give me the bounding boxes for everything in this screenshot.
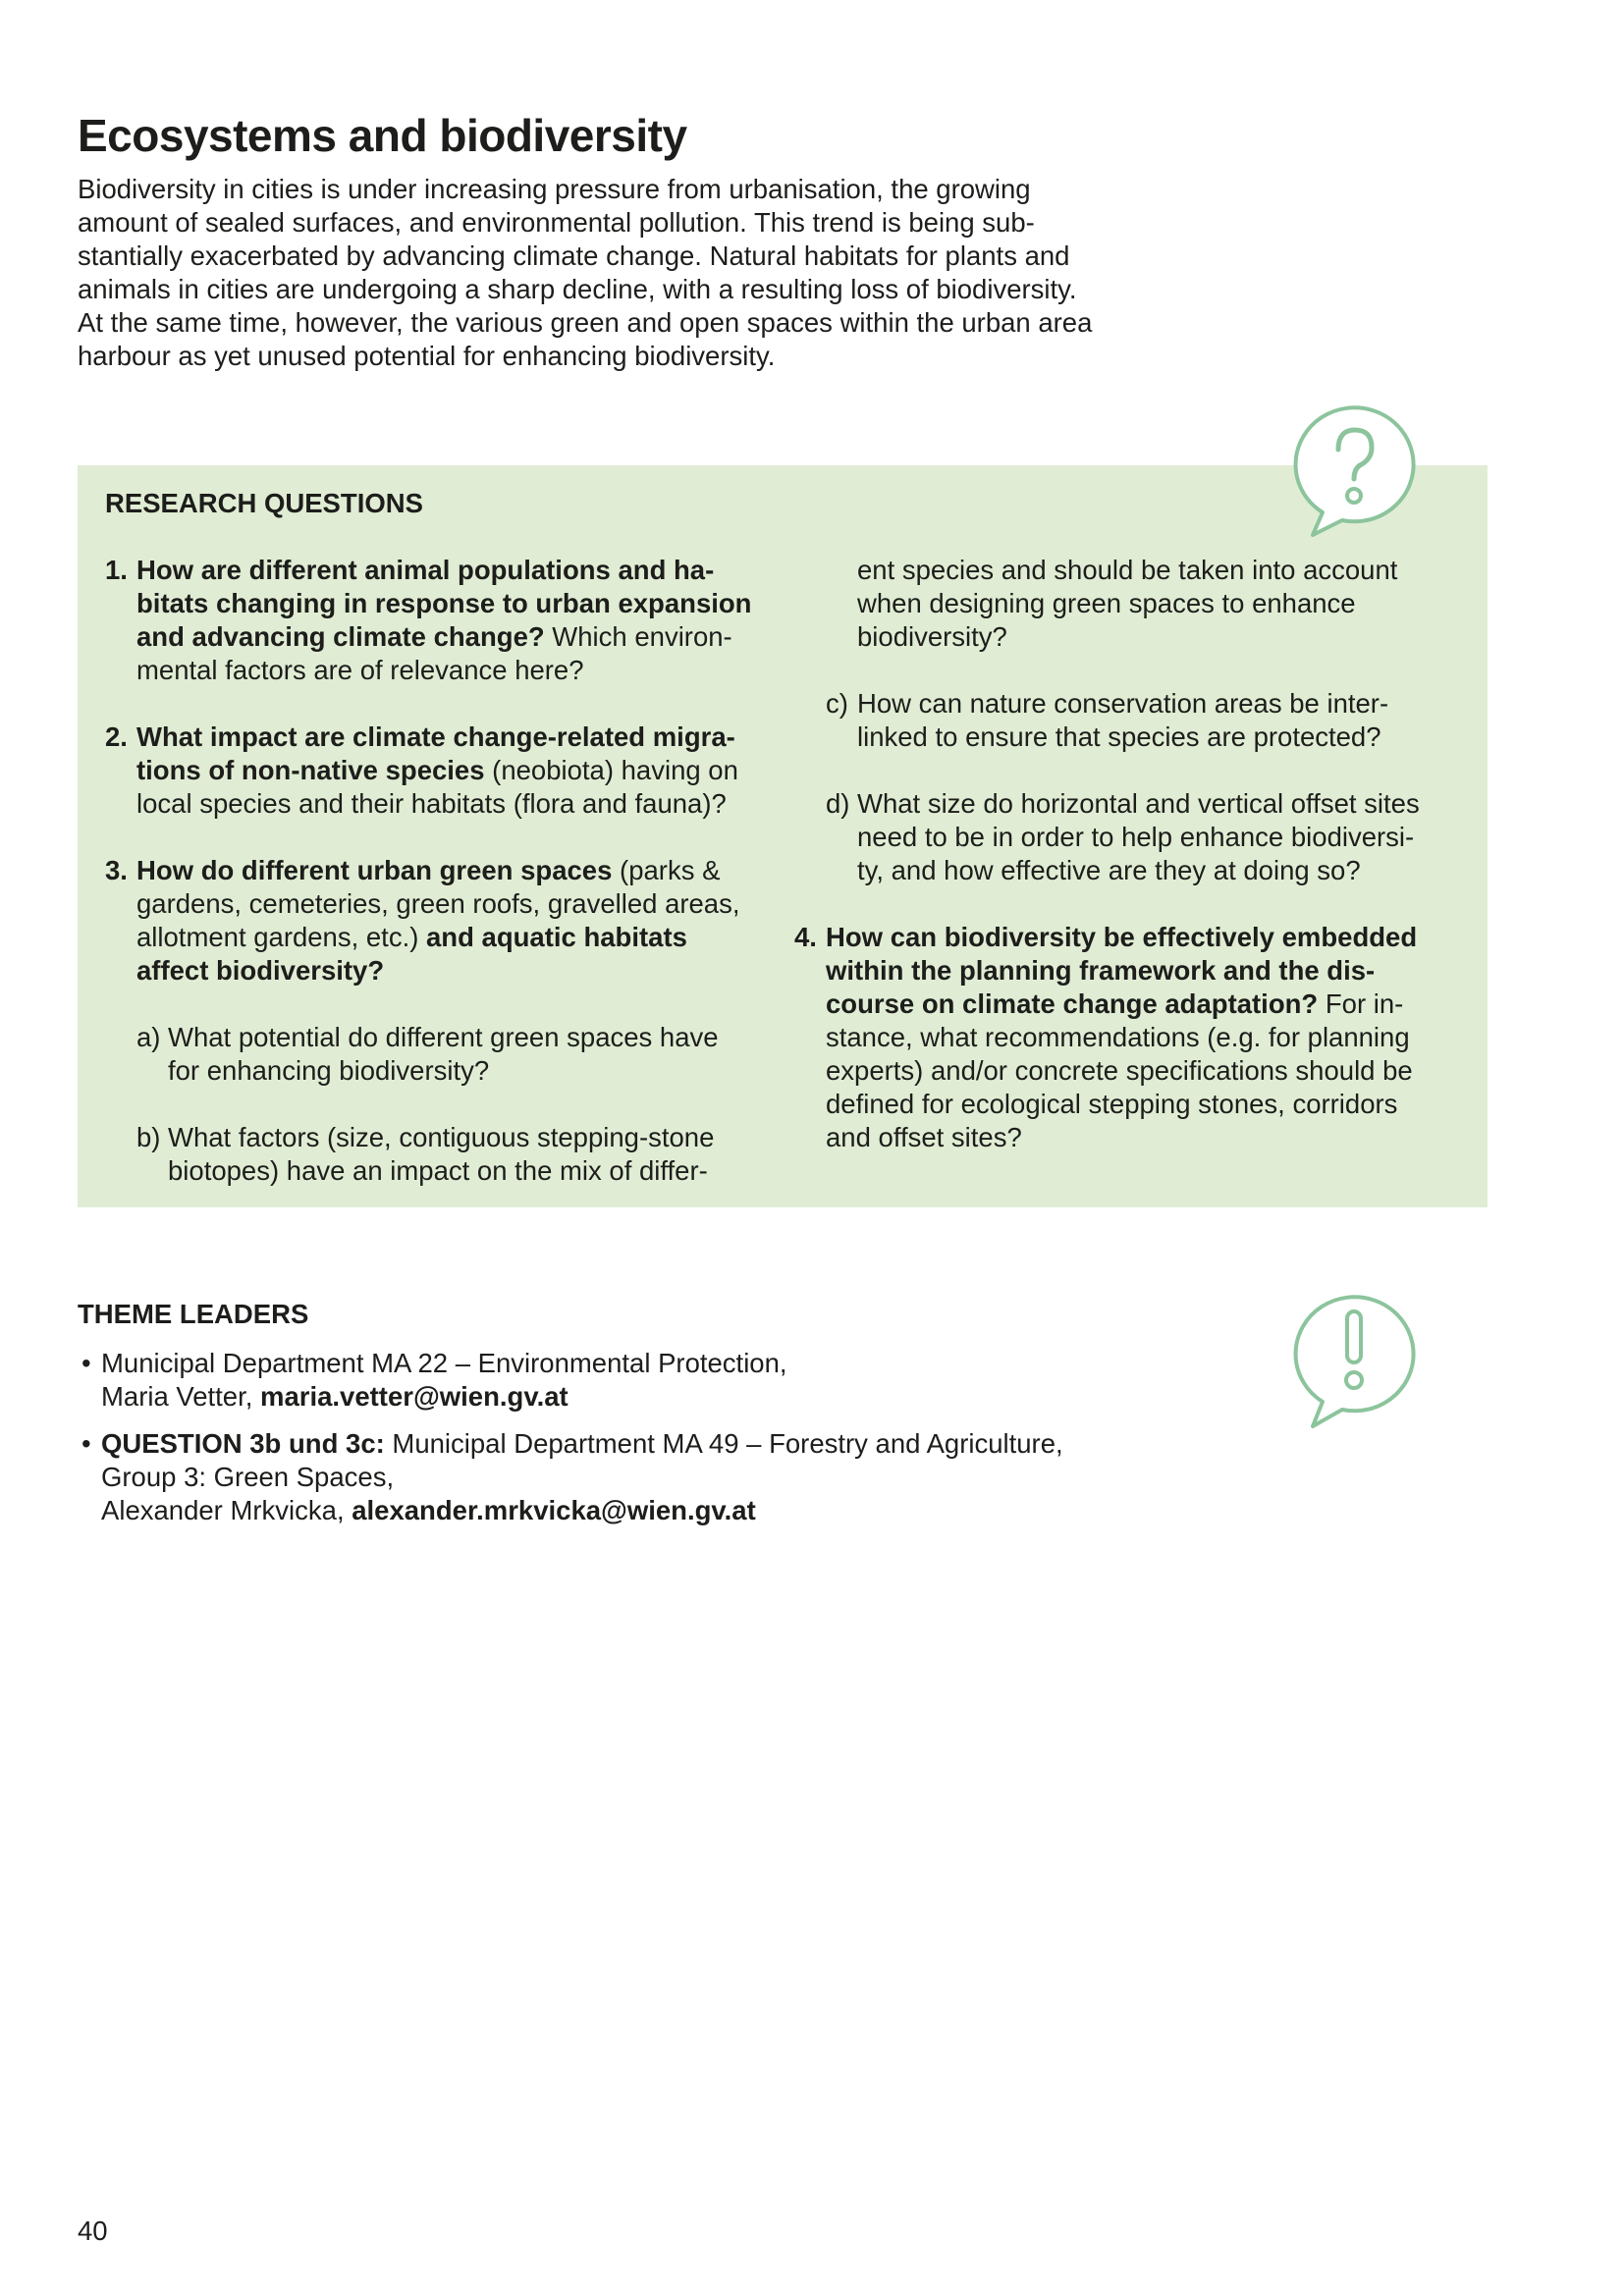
email-link[interactable]: maria.vetter@wien.gv.at xyxy=(260,1381,568,1412)
email-link[interactable]: alexander.mrkvicka@wien.gv.at xyxy=(352,1495,756,1525)
question-4: 4. How can biodiversity be effectively embedded within the planning framework and the dis- course on climate change adaptation? For in- stance, what recommendations (e.g. for planning experts) and/or concrete specifications should be defined for ecological stepping stones, corridors and offset sites? xyxy=(794,922,1418,1152)
theme-leader-item: • Municipal Department MA 22 – Environmental Protection, Maria Vetter, maria.vetter@wien.gv.at xyxy=(81,1348,787,1412)
question-1: 1. How are different animal populations and ha- bitats changing in response to urban expansion and advancing climate change? Which environ- mental factors are of relevance here? xyxy=(105,555,752,685)
research-questions-box xyxy=(78,465,1488,1207)
question-2: 2. What impact are climate change-related migra- tions of non-native species (neobiota) having on local species and their habitats (flora and fauna)? xyxy=(105,721,738,819)
page-number: 40 xyxy=(78,2216,108,2246)
question-speech-bubble-icon xyxy=(1291,402,1419,540)
question-3b: b) What factors (size, contiguous stepping-stone biotopes) have an impact on the mix of differ- xyxy=(136,1122,715,1186)
question-3d: d) What size do horizontal and vertical offset sites need to be in order to help enhance biodiversi- ty, and how effective are they at doing so? xyxy=(826,788,1420,885)
research-questions-left-column xyxy=(105,554,773,1188)
exclamation-speech-bubble-icon xyxy=(1291,1292,1419,1431)
question-3: 3. How do different urban green spaces (parks & gardens, cemeteries, green roofs, gravelled areas, allotment gardens, etc.) and aquatic habitats affect biodiversity? xyxy=(105,855,740,986)
research-questions-right-column xyxy=(794,554,1462,1188)
intro-paragraph: Biodiversity in cities is under increasing pressure from urbanisation, the growing amount of sealed surfaces, and environmental pollution. This trend is being sub- stantially exacerbated by advancing climate change. Natural habitats for plants and animals in cities are undergoing a sharp decline, with a resulting loss of biodiversity. At the same time, however, the various green and open spaces within the urban area harbour as yet unused potential for enhancing biodiversity. xyxy=(78,174,1093,371)
page-title: Ecosystems and biodiversity xyxy=(78,110,687,161)
question-3a: a) What potential do different green spaces have for enhancing biodiversity? xyxy=(136,1022,719,1086)
question-3b-continued: ent species and should be taken into account when designing green spaces to enhance biodiversity? xyxy=(857,555,1398,652)
question-3c: c) How can nature conservation areas be inter- linked to ensure that species are protected? xyxy=(826,688,1389,752)
theme-leaders-list xyxy=(78,1347,1207,1541)
theme-leaders-heading: THEME LEADERS xyxy=(78,1299,309,1329)
theme-leader-item: • QUESTION 3b und 3c: Municipal Department MA 49 – Forestry and Agriculture, Group 3: Green Spaces, Alexander Mrkvicka, alexander.mrkvicka@wien.gv.at xyxy=(81,1428,1063,1525)
research-questions-heading: RESEARCH QUESTIONS xyxy=(105,488,423,518)
